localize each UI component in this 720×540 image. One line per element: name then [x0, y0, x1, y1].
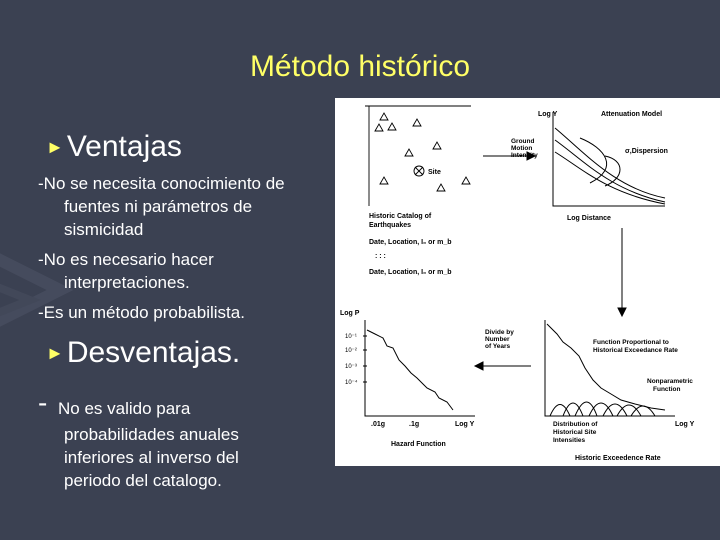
desventajas-line: periodo del catalogo. — [64, 471, 222, 490]
desventajas-line: probabilidades anuales — [64, 425, 239, 444]
hazard-plot — [363, 320, 475, 416]
ventajas-line: -No se necesita conocimiento de — [38, 174, 285, 193]
distribution-label: Intensities — [553, 437, 586, 444]
ventajas-line: fuentes ni parámetros de — [64, 197, 253, 216]
y-tick-label: 10⁻² — [345, 348, 357, 354]
arrow-down — [618, 228, 626, 316]
desventajas-heading — [46, 336, 240, 370]
x-axis-label: Log Y — [455, 421, 475, 428]
catalog-dots: : : : — [375, 253, 386, 260]
catalog-row: Date, Location, I₀ or m_b — [369, 239, 452, 246]
ground-motion-label: Ground — [511, 138, 535, 145]
ventajas-line: -No es necesario hacer — [38, 250, 214, 269]
dispersion-label: σ,Dispersion — [625, 148, 668, 155]
log-p-axis-label: Log P — [340, 310, 360, 317]
desventajas-dash: - — [38, 387, 48, 418]
attenuation-plot — [553, 112, 665, 206]
x-tick-label: .01g — [371, 421, 386, 428]
y-tick-label: 10⁻¹ — [345, 334, 357, 340]
distribution-label: Distribution of — [553, 421, 598, 428]
divide-label: Number — [485, 336, 510, 343]
historic-method-diagram — [335, 98, 720, 466]
ventajas-heading — [46, 130, 182, 164]
slide-title: Método histórico — [249, 50, 471, 83]
historic-exceedence-label: Historic Exceedence Rate — [575, 455, 661, 462]
ventajas-heading-label: Ventajas — [66, 130, 182, 163]
exceedance-plot — [545, 320, 675, 416]
divide-label: Divide by — [485, 329, 514, 336]
distribution-label: Historical Site — [553, 429, 597, 436]
attenuation-model-label: Attenuation Model — [601, 111, 663, 118]
desventajas-line: inferiores al inverso del — [64, 448, 239, 467]
x-tick-label: .1g — [409, 421, 420, 428]
log-y-axis-label: Log Y — [538, 111, 558, 118]
y-tick-label: 10⁻⁴ — [345, 380, 358, 386]
nonparametric-label: Nonparametric — [647, 378, 693, 385]
ground-motion-label: Motion — [511, 145, 533, 152]
desventajas-line: No es valido para — [58, 399, 191, 418]
desventajas-heading-label: Desventajas. — [66, 336, 241, 369]
ventajas-line: -Es un método probabilista. — [38, 303, 245, 322]
hazard-function-label: Hazard Function — [391, 441, 446, 448]
function-label: Function Proportional to — [593, 339, 669, 346]
triangle-bullet-icon: ► — [46, 137, 64, 157]
site-label: Site — [428, 169, 441, 176]
nonparametric-label: Function — [653, 386, 681, 393]
ground-motion-label: Intensity — [511, 152, 538, 159]
arrow-to-hazard — [475, 362, 531, 370]
diagram-canvas — [335, 98, 720, 466]
catalog-map — [365, 106, 471, 206]
ventajas-line: sismicidad — [64, 220, 144, 239]
x-axis-label: Log Y — [675, 421, 695, 428]
triangle-bullet-icon: ► — [46, 343, 64, 363]
ventajas-line: interpretaciones. — [64, 273, 190, 292]
catalog-title: Historic Catalog of — [369, 213, 432, 220]
log-distance-label: Log Distance — [567, 215, 611, 222]
y-tick-label: 10⁻³ — [345, 364, 357, 370]
divide-label: of Years — [485, 343, 511, 350]
catalog-subtitle: Earthquakes — [369, 222, 412, 229]
function-label: Historical Exceedance Rate — [593, 347, 678, 354]
catalog-row: Date, Location, I₀ or m_b — [369, 269, 452, 276]
